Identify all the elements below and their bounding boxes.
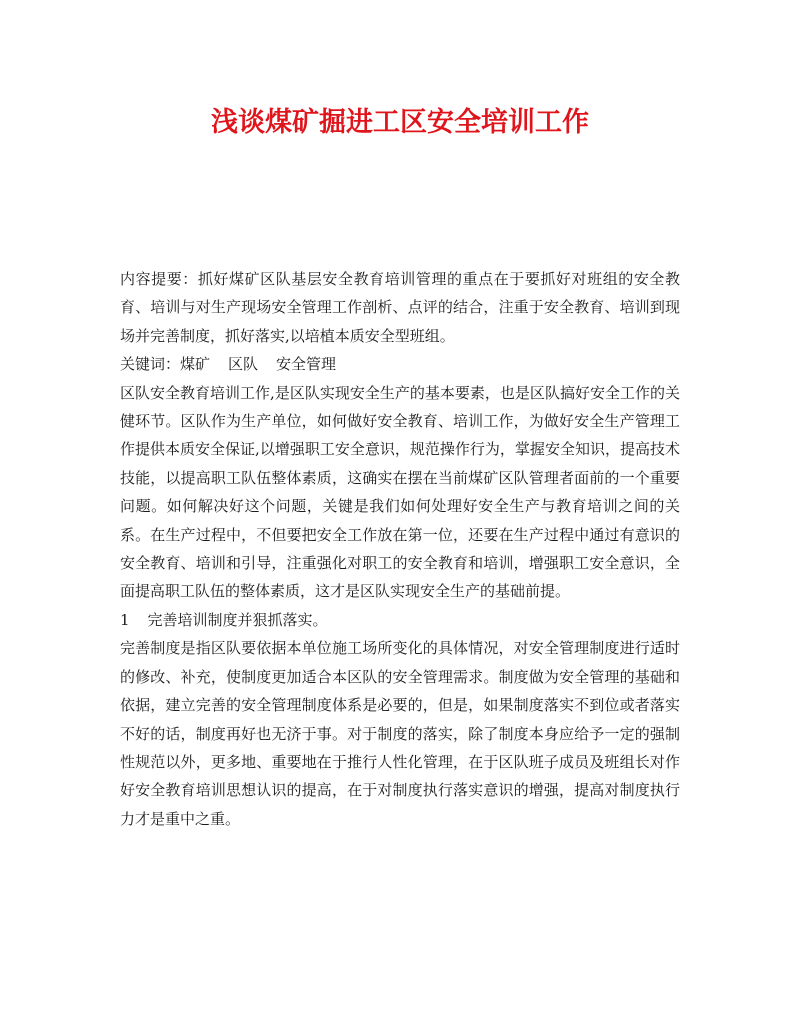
keyword-item: 区队: [228, 355, 259, 374]
abstract-text: 抓好煤矿区队基层安全教育培训管理的重点在于要抓好对班组的安全教育、培训与对生产现场安全管理工作剖析、点评的结合，注重于安全教育、培训到现场并完善制度，抓好落实,以培植本质安全型班组。: [120, 270, 680, 345]
section-heading-text: 完善培训制度并狠抓落实。: [147, 610, 328, 629]
section-heading: [120, 606, 680, 634]
keywords-line: [120, 350, 680, 378]
abstract-paragraph: [120, 265, 680, 350]
abstract-label: 内容提要：: [120, 270, 198, 288]
keyword-item: 安全管理: [276, 355, 337, 374]
section-number: 1: [120, 610, 130, 629]
keyword-item: 煤矿: [180, 355, 211, 374]
document-title: 浅谈煤矿掘进工区安全培训工作: [211, 107, 589, 138]
section-paragraph: 完善制度是指区队要依据本单位施工场所变化的具体情况，对安全管理制度进行适时的修改、补充，使制度更加适合本区队的安全管理需求。制度做为安全管理的基础和依据，建立完善的安全管理制度体系是必要的，但是，如果制度落实不到位或者落实不好的话，制度再好也无济于事。对于制度的落实，除了制度本身应给予一定的强制性规范以外，更多地、重要地在于推行人性化管理，在于区队班子成员及班组长对作好安全教育培训思想认识的提高，在于对制度执行落实意识的增强，提高对制度执行力才是重中之重。: [120, 639, 680, 828]
intro-paragraph: 区队安全教育培训工作,是区队实现安全生产的基本要素，也是区队搞好安全工作的关健环节。区队作为生产单位，如何做好安全教育、培训工作，为做好安全生产管理工作提供本质安全保证,以增强职工安全意识，规范操作行为，掌握安全知识，提高技术技能，以提高职工队伍整体素质，这确实在摆在当前煤矿区队管理者面前的一个重要问题。如何解决好这个问题，关键是我们如何处理好安全生产与教育培训之间的关系。在生产过程中，不但要把安全工作放在第一位，还要在生产过程中通过有意识的安全教育、培训和引导，注重强化对职工的安全教育和培训，增强职工安全意识，全面提高职工队伍的整体素质，这才是区队实现安全生产的基础前提。: [120, 383, 680, 601]
keywords-label: 关键词：: [120, 355, 181, 374]
document-body: [120, 265, 680, 833]
